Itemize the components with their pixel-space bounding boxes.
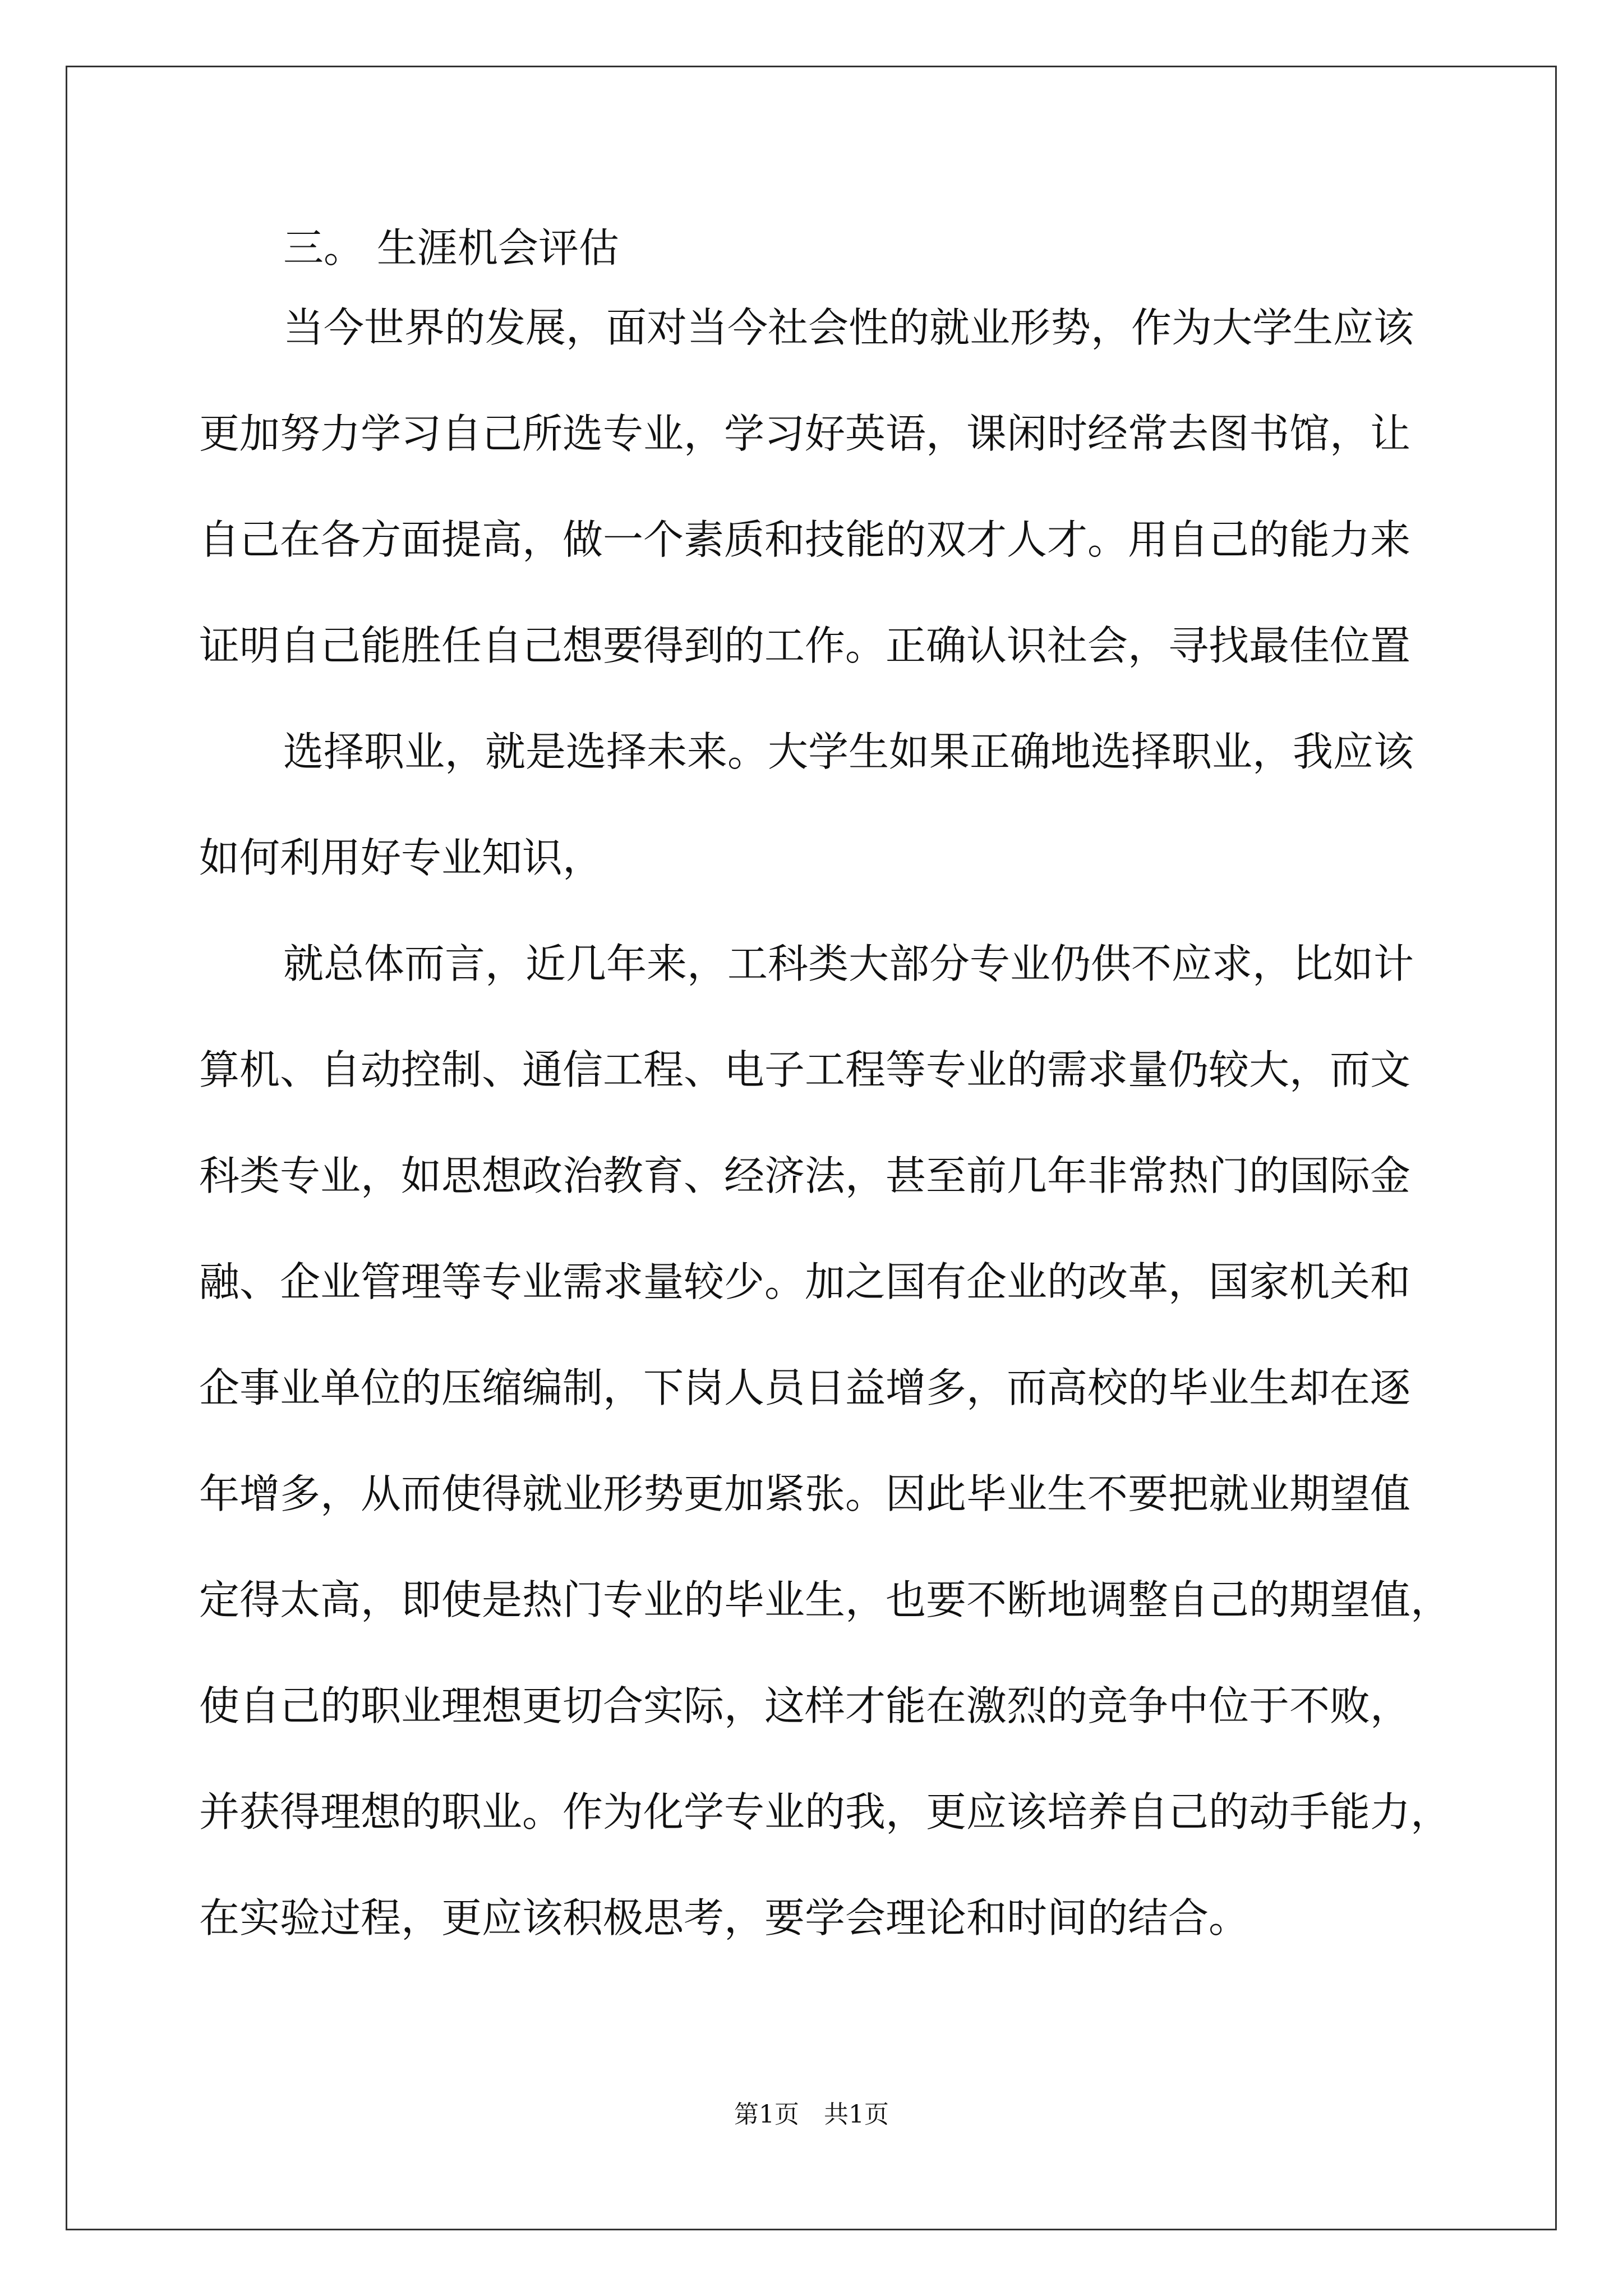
paragraph-line: 年增多，从而使得就业形势更加紧张。因此毕业生不要把就业期望值 [199,1470,1411,1517]
paragraph [199,911,1451,1971]
paragraph-line: 并获得理想的职业。作为化学专业的我，更应该培养自己的动手能力， [199,1788,1451,1835]
paragraph-line: 选择职业，就是选择未来。大学生如果正确地选择职业，我应该 [283,728,1414,775]
paragraphs [199,275,1451,1971]
paragraph-line: 科类专业，如思想政治教育、经济法，甚至前几年非常热门的国际金 [199,1152,1411,1199]
paragraph-line: 在实验过程，更应该积极思考，要学会理论和时间的结合。 [199,1894,1249,1941]
paragraph-line: 更加努力学习自己所选专业，学习好英语，课闲时经常去图书馆，让 [199,410,1411,457]
paragraph-line: 融、企业管理等专业需求量较少。加之国有企业的改革，国家机关和 [199,1258,1411,1305]
paragraph [199,275,1427,699]
paragraph-line: 算机、自动控制、通信工程、电子工程等专业的需求量仍较大，而文 [199,1046,1411,1093]
paragraph-line: 定得太高，即使是热门专业的毕业生，也要不断地调整自己的期望值， [199,1576,1451,1623]
paragraph-line: 自己在各方面提高，做一个素质和技能的双才人才。用自己的能力来 [199,516,1411,563]
paragraph-line: 当今世界的发展，面对当今社会性的就业形势，作为大学生应该 [283,304,1414,351]
section-heading: 三。 生涯机会评估 [283,224,619,272]
document-body [199,222,1451,1971]
paragraph [199,699,1427,911]
page-footer: 第1页 共1页 [734,2100,889,2129]
paragraph-line: 就总体而言，近几年来，工科类大部分专业仍供不应求，比如计 [283,940,1414,987]
paragraph-line: 证明自己能胜任自己想要得到的工作。正确认识社会，寻找最佳位置 [199,622,1411,669]
paragraph-line: 使自己的职业理想更切合实际，这样才能在激烈的竞争中位于不败， [199,1682,1411,1729]
paragraph-line: 如何利用好专业知识， [199,834,603,881]
paragraph-line: 企事业单位的压缩编制，下岗人员日益增多，而高校的毕业生却在逐 [199,1364,1411,1411]
